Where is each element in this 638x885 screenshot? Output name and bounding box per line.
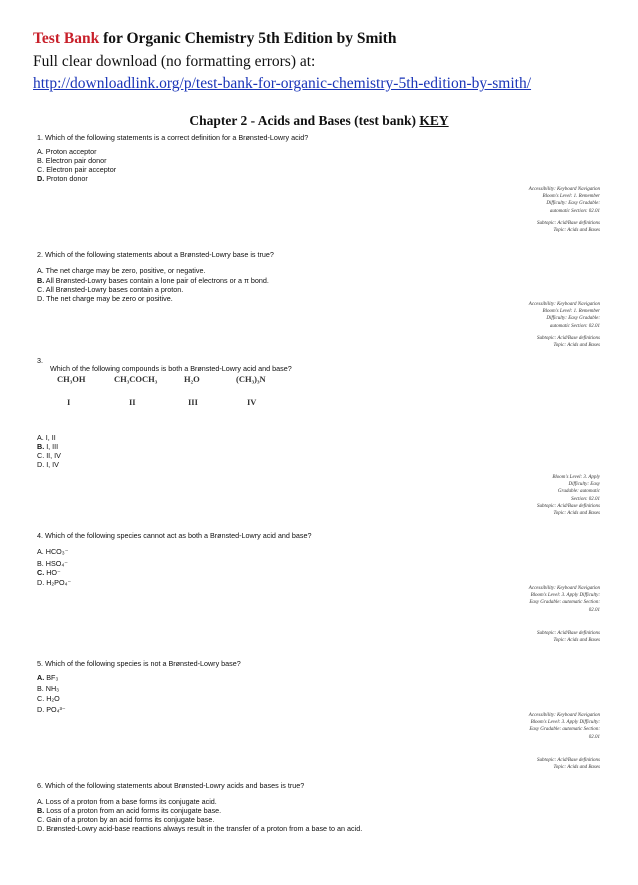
- q1-option-d-answer: D. Proton donor: [37, 174, 88, 183]
- download-link[interactable]: http://downloadlink.org/p/test-bank-for-organic-chemistry-5th-edition-by-smith/: [33, 75, 532, 92]
- question-5: 5. Which of the following species is not a Brønsted-Lowry base?: [37, 659, 241, 668]
- q4-option-d: D. H₂PO₄⁻: [37, 578, 72, 587]
- q5-option-b: B. NH₃: [37, 684, 60, 693]
- q1-option-b: B. Electron pair donor: [37, 156, 107, 165]
- question-2: 2. Which of the following statements about a Brønsted-Lowry base is true?: [37, 250, 274, 259]
- q4-option-c-answer: C. HO⁻: [37, 568, 61, 577]
- q4-option-a: A. HCO₃⁻: [37, 547, 69, 556]
- q1-option-c: C. Electron pair acceptor: [37, 165, 117, 174]
- q3-option-a: A. I, II: [37, 433, 56, 442]
- q5-option-a-answer: A. BF₃: [37, 673, 59, 682]
- label-ii: II: [129, 397, 136, 407]
- q1-metadata: Accessibility: Keyboard Navigation Bloom's Level: 1. Remember Difficulty: Easy Gradable: automatic Section: 02.01 Subtopic: Acid/Base definitions Topic: Acids and Bases: [528, 187, 600, 234]
- question-4: 4. Which of the following species cannot act as both a Brønsted-Lowry acid and base?: [37, 531, 312, 540]
- test-bank-label: Test Bank: [33, 30, 100, 47]
- q2-option-b-answer: B. All Brønsted-Lowry bases contain a lone pair of electrons or a π bond.: [37, 276, 269, 285]
- key-label: KEY: [419, 113, 449, 128]
- question-6: 6. Which of the following statements about Brønsted-Lowry acids and bases is true?: [37, 781, 305, 790]
- q3-option-b-answer: B. I, III: [37, 442, 59, 451]
- label-iv: IV: [247, 397, 257, 407]
- q5-option-d: D. PO₄³⁻: [37, 705, 66, 714]
- compound-i: CH₃OH: [57, 374, 86, 384]
- q2-option-a: A. The net charge may be zero, positive, or negative.: [37, 266, 206, 275]
- question-1: 1. Which of the following statements is a correct definition for a Brønsted-Lowry acid?: [37, 133, 309, 142]
- question-3-number: 3.: [37, 356, 43, 365]
- q2-option-c: C. All Brønsted-Lowry bases contain a proton.: [37, 285, 184, 294]
- q2-metadata: Accessibility: Keyboard Navigation Bloom's Level: 1. Remember Difficulty: Easy Gradable: automatic Section: 02.01 Subtopic: Acid/Base definitions Topic: Acids and Bases: [528, 302, 600, 349]
- q2-option-d: D. The net charge may be zero or positive.: [37, 294, 173, 303]
- label-iii: III: [188, 397, 198, 407]
- q3-metadata: Bloom's Level: 3. Apply Difficulty: Easy Gradable: automatic Section: 02.01 Subtopic: Acid/Base definitions Topic: Acids and Bases: [537, 475, 600, 517]
- question-3: Which of the following compounds is both a Brønsted-Lowry acid and base?: [50, 364, 292, 373]
- book-title: for Organic Chemistry 5th Edition by Smith: [103, 30, 397, 47]
- compound-iv: (CH₃)₃N: [236, 374, 266, 384]
- q6-option-a: A. Loss of a proton from a base forms its conjugate acid.: [37, 797, 217, 806]
- q3-option-c: C. II, IV: [37, 451, 61, 460]
- compound-ii: CH₃COCH₃: [114, 374, 158, 384]
- title-line: [33, 30, 396, 48]
- q5-option-c: C. H₂O: [37, 694, 60, 703]
- chapter-title: Chapter 2 - Acids and Bases (test bank): [189, 113, 416, 128]
- q5-metadata: Accessibility: Keyboard Navigation Bloom's Level: 3. Apply Difficulty: Easy Gradable: automatic Section: 02.01 Subtopic: Acid/Base definitions Topic: Acids and Bases: [528, 713, 600, 771]
- q1-option-a: A. Proton acceptor: [37, 147, 97, 156]
- q6-option-b-answer: B. Loss of a proton from an acid forms its conjugate base.: [37, 806, 222, 815]
- url-line: [33, 75, 531, 93]
- q3-option-d: D. I, IV: [37, 460, 59, 469]
- download-note: Full clear download (no formatting errors) at:: [33, 53, 316, 70]
- q4-metadata: Accessibility: Keyboard Navigation Bloom's Level: 3. Apply Difficulty: Easy Gradable: automatic Section: 02.01 Subtopic: Acid/Base definitions Topic: Acids and Bases: [528, 586, 600, 644]
- label-i: I: [67, 397, 71, 407]
- q4-option-b: B. HSO₄⁻: [37, 559, 69, 568]
- compound-iii: H₂O: [184, 374, 200, 384]
- q6-option-c: C. Gain of a proton by an acid forms its conjugate base.: [37, 815, 215, 824]
- q6-option-d: D. Brønsted-Lowry acid-base reactions always result in the transfer of a proton from a base to an acid.: [37, 824, 363, 833]
- chapter-heading: [0, 113, 638, 129]
